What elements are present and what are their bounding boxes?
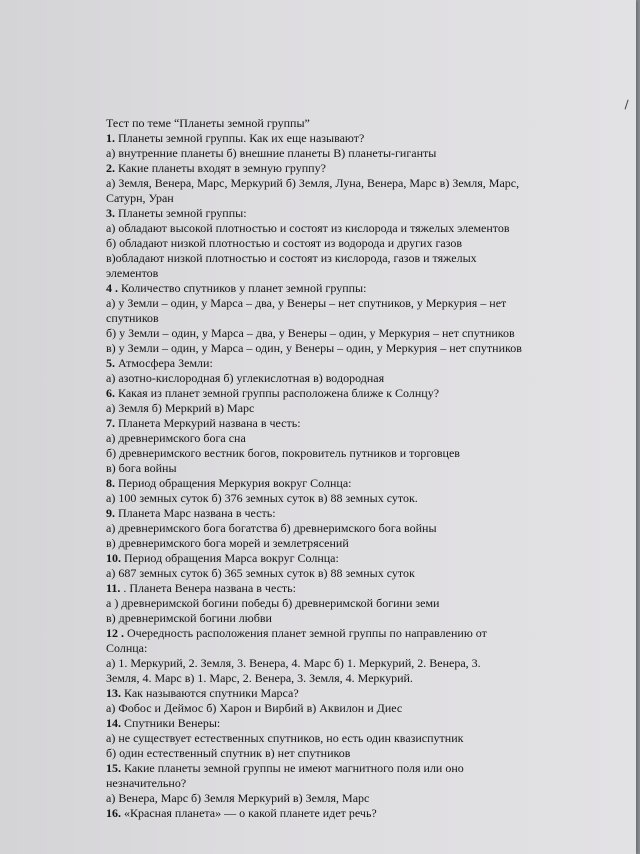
question-number: 8.	[106, 476, 115, 490]
question-line	[106, 716, 606, 731]
question-number: 12 .	[106, 626, 124, 640]
answer-line	[106, 371, 606, 386]
answer-line	[106, 566, 606, 581]
line-text: «Красная планета» — о какой планете идет речь?	[121, 806, 377, 820]
test-text	[106, 116, 606, 821]
line-text: Количество спутников у планет земной группы:	[118, 281, 367, 295]
answer-line	[106, 446, 606, 461]
answer-line	[106, 791, 606, 806]
answer-line	[106, 146, 606, 161]
line-text: Атмосфера Земли:	[115, 356, 213, 370]
answer-line	[106, 521, 606, 536]
question-number: 9.	[106, 506, 115, 520]
answer-line	[106, 266, 606, 281]
line-text: б) у Земли – один, у Марса – два, у Венеры – один, у Меркурия – нет спутников	[106, 326, 515, 340]
line-text: в) у Земли – один, у Марса – один, у Венеры – один, у Меркурия – нет спутников	[106, 341, 522, 355]
question-line	[106, 386, 606, 401]
answer-line	[106, 236, 606, 251]
line-text: Какие планеты входят в земную группу?	[115, 161, 326, 175]
answer-line	[106, 296, 606, 311]
question-line	[106, 131, 606, 146]
line-text: Сатурн, Уран	[106, 191, 174, 205]
answer-line	[106, 491, 606, 506]
question-number: 1.	[106, 131, 115, 145]
question-number: 6.	[106, 386, 115, 400]
line-text: а ) древнеримской богини победы б) древнеримской богини земи	[106, 596, 440, 610]
line-text: Период обращения Марса вокруг Солнца:	[121, 551, 339, 565]
line-text: в) древнеримского бога морей и землетрясений	[106, 536, 349, 550]
answer-line	[106, 326, 606, 341]
answer-line	[106, 596, 606, 611]
line-text: Какие планеты земной группы не имеют магнитного поля или оно	[121, 761, 464, 775]
answer-line	[106, 701, 606, 716]
line-text: незначительно?	[106, 776, 187, 790]
question-line	[106, 581, 606, 596]
line-text: Планета Меркурий названа в честь:	[115, 416, 301, 430]
question-line	[106, 686, 606, 701]
question-line	[106, 416, 606, 431]
line-text: Период обращения Меркурия вокруг Солнца:	[115, 476, 352, 490]
line-text: Очередность расположения планет земной группы по направлению от	[124, 626, 487, 640]
line-text: Какая из планет земной группы расположена ближе к Солнцу?	[115, 386, 440, 400]
question-line	[106, 281, 606, 296]
question-line	[106, 476, 606, 491]
question-number: 5.	[106, 356, 115, 370]
answer-line	[106, 431, 606, 446]
answer-line	[106, 536, 606, 551]
line-text: . Планета Венера названа в честь:	[120, 581, 296, 595]
line-text: спутников	[106, 311, 159, 325]
question-line	[106, 356, 606, 371]
pen-mark	[625, 100, 632, 111]
answer-line	[106, 341, 606, 356]
question-line	[106, 506, 606, 521]
line-text: б) обладают низкой плотностью и состоят из водорода и других газов	[106, 236, 463, 250]
answer-line	[106, 221, 606, 236]
line-text: а) у Земли – один, у Марса – два, у Венеры – нет спутников, у Меркурия – нет	[106, 296, 507, 310]
question-line	[106, 551, 606, 566]
line-text: в) бога войны	[106, 461, 177, 475]
answer-line	[106, 191, 606, 206]
question-number: 13.	[106, 686, 121, 700]
answer-line	[106, 656, 606, 671]
document-title: Тест по теме “Планеты земной группы”	[106, 116, 310, 130]
line-text: а) азотно-кислородная б) углекислотная в) водородная	[106, 371, 385, 385]
line-text: а) Земля б) Меркрий в) Марс	[106, 401, 255, 415]
line-text: а) 687 земных суток б) 365 земных суток в) 88 земных суток	[106, 566, 415, 580]
answer-line	[106, 731, 606, 746]
answer-line	[106, 311, 606, 326]
line-text: а) внутренние планеты б) внешние планеты В) планеты-гиганты	[106, 146, 437, 160]
question-number: 14.	[106, 716, 121, 730]
line-text: а) Фобос и Деймос б) Харон и Вирбий в) Аквилон и Диес	[106, 701, 403, 715]
line-text: а) не существует естественных спутников, но есть один квазиспутник	[106, 731, 464, 745]
line-text: а) древнеримского бога сна	[106, 431, 246, 445]
line-text: б) древнеримского вестник богов, покровитель путников и торговцев	[106, 446, 460, 460]
line-text: Солнца:	[106, 641, 148, 655]
line-text: а) 1. Меркурий, 2. Земля, 3. Венера, 4. Марс б) 1. Меркурий, 2. Венера, 3.	[106, 656, 481, 670]
answer-line	[106, 611, 606, 626]
line-text: а) Земля, Венера, Марс, Меркурий б) Земля, Луна, Венера, Марс в) Земля, Марс,	[106, 176, 520, 190]
answer-line	[106, 401, 606, 416]
line-text: б) один естественный спутник в) нет спутников	[106, 746, 351, 760]
question-number: 16.	[106, 806, 121, 820]
question-number: 11.	[106, 581, 121, 595]
answer-line	[106, 176, 606, 191]
answer-line	[106, 251, 606, 266]
question-line	[106, 206, 606, 221]
line-text: Планета Марс названа в честь:	[115, 506, 276, 520]
question-line	[106, 161, 606, 176]
question-number: 4 .	[106, 281, 118, 295]
answer-line	[106, 671, 606, 686]
question-number: 7.	[106, 416, 115, 430]
line-text: Как называются спутники Марса?	[121, 686, 299, 700]
question-number: 10.	[106, 551, 121, 565]
question-number: 15.	[106, 761, 121, 775]
answer-line	[106, 461, 606, 476]
question-line	[106, 761, 606, 776]
line-text: а) обладают высокой плотностью и состоят из кислорода и тяжелых элементов	[106, 221, 510, 235]
question-lines	[106, 131, 606, 821]
question-line	[106, 626, 606, 641]
line-text: Земля, 4. Марс в) 1. Марс, 2. Венера, 3. Земля, 4. Меркурий.	[106, 671, 413, 685]
question-number: 3.	[106, 206, 115, 220]
answer-line	[106, 641, 606, 656]
line-text: а) Венера, Марс б) Земля Меркурий в) Земля, Марс	[106, 791, 370, 805]
line-text: а) 100 земных суток б) 376 земных суток в) 88 земных суток.	[106, 491, 418, 505]
question-number: 2.	[106, 161, 115, 175]
line-text: Планеты земной группы:	[115, 206, 247, 220]
line-text: Планеты земной группы. Как их еще называют?	[115, 131, 365, 145]
line-text: в) древнеримской богини любви	[106, 611, 272, 625]
answer-line	[106, 776, 606, 791]
line-text: в)обладают низкой плотностью и состоят из кислорода, газов и тяжелых	[106, 251, 477, 265]
line-text: элементов	[106, 266, 159, 280]
line-text: Спутники Венеры:	[121, 716, 221, 730]
question-line	[106, 806, 606, 821]
line-text: а) древнеримского бога богатства б) древнеримского бога войны	[106, 521, 437, 535]
answer-line	[106, 746, 606, 761]
